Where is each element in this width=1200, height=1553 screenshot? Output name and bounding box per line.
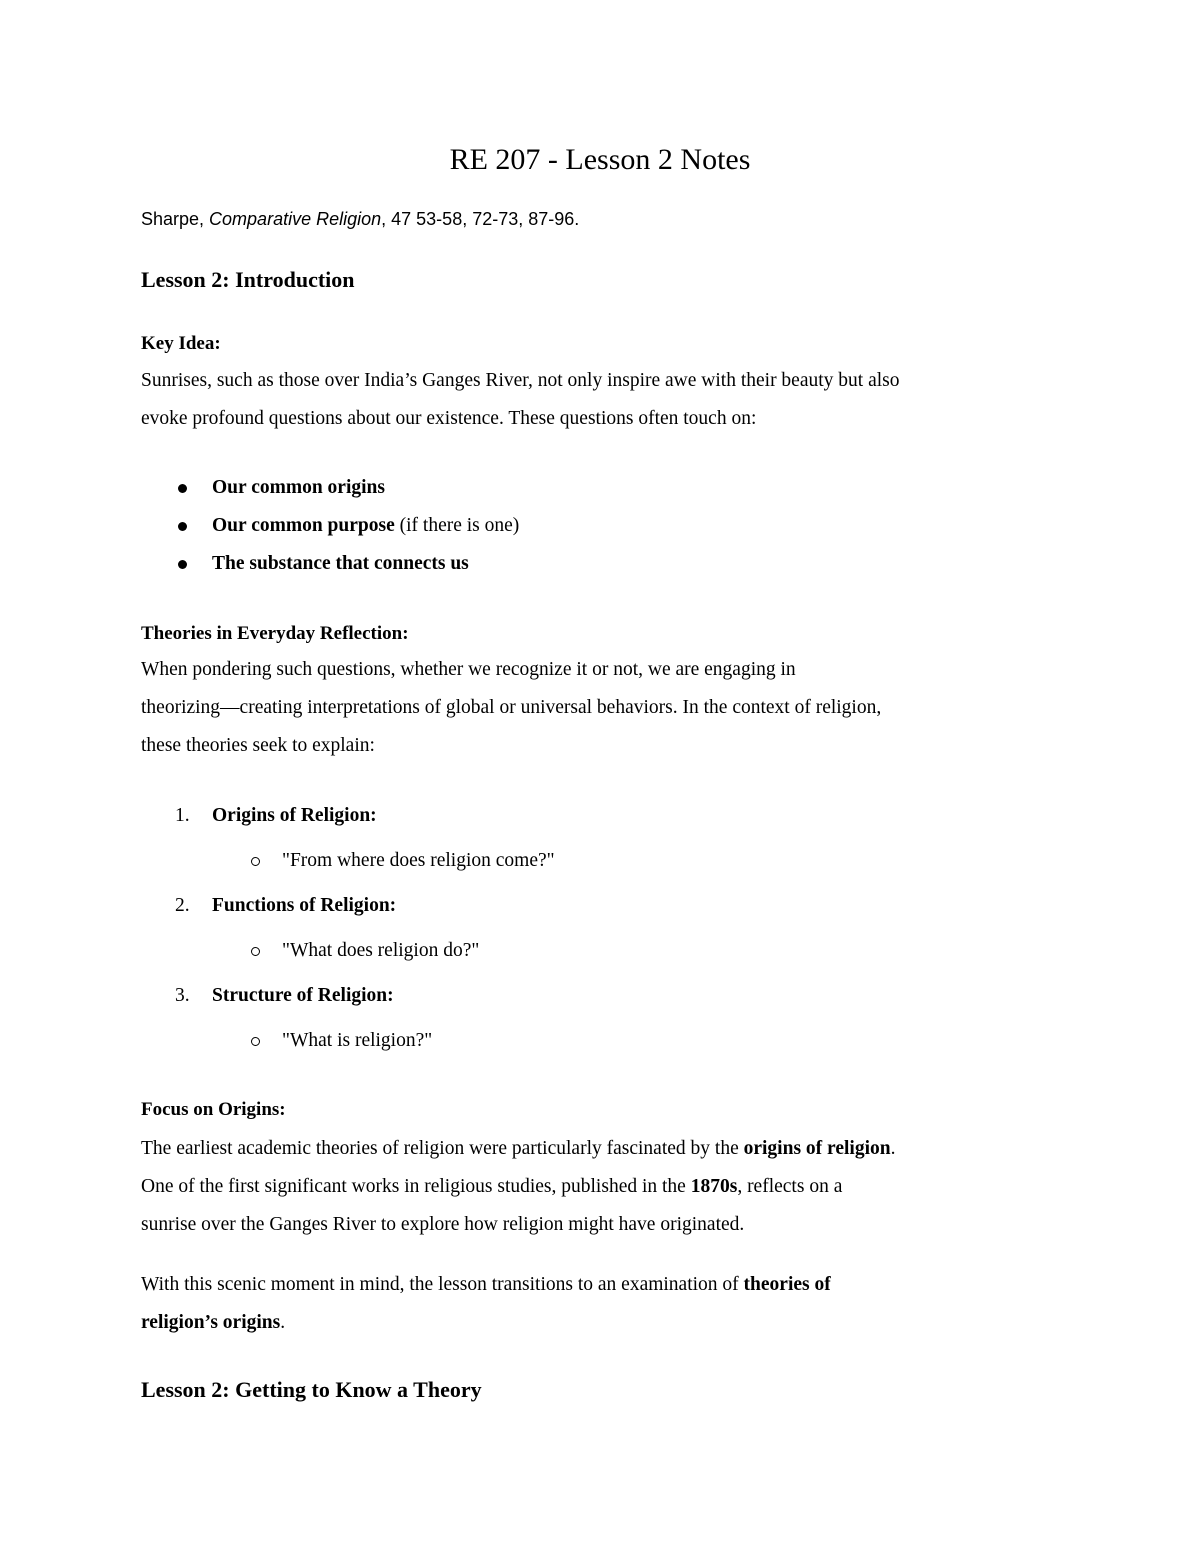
bullet-bold-text: The substance that connects us	[212, 553, 469, 574]
item-number: 2.	[175, 895, 190, 916]
document-title: RE 207 - Lesson 2 Notes	[449, 143, 751, 176]
sub-item-question: "From where does religion come?"	[282, 850, 555, 871]
citation-pages: , 47 53-58, 72-73, 87-96.	[381, 209, 580, 229]
bullet-item	[141, 545, 1041, 583]
item-label: Origins of Religion:	[212, 805, 377, 826]
sub-item-question: "What is religion?"	[282, 1030, 433, 1051]
origins-text: .	[890, 1138, 896, 1159]
transition-text: With this scenic moment in mind, the lesson transitions to an examination of	[141, 1274, 744, 1295]
key-idea-heading: Key Idea:	[141, 333, 221, 354]
hollow-bullet-icon	[251, 947, 260, 956]
origins-bold-text: origins of religion	[743, 1138, 891, 1159]
theories-line-3: these theories seek to explain:	[141, 735, 375, 756]
transition-bold-text: theories of	[743, 1274, 831, 1295]
item-label: Structure of Religion:	[212, 985, 394, 1006]
origins-text: The earliest academic theories of religion were particularly fascinated by the	[141, 1138, 744, 1159]
origins-bold-text: 1870s	[690, 1176, 738, 1197]
theories-line-1: When pondering such questions, whether we recognize it or not, we are engaging in	[141, 659, 796, 680]
bullet-dot-icon	[178, 560, 187, 569]
hollow-bullet-icon	[251, 857, 260, 866]
origins-text: sunrise over the Ganges River to explore how religion might have originated.	[141, 1214, 745, 1235]
key-idea-bullet-list	[141, 469, 1041, 583]
key-idea-line-1: Sunrises, such as those over India’s Ganges River, not only inspire awe with their beauty but also	[141, 370, 900, 391]
intro-heading: Lesson 2: Introduction	[141, 267, 355, 292]
origins-heading: Focus on Origins:	[141, 1099, 286, 1120]
bullet-dot-icon	[178, 484, 187, 493]
bullet-bold-text: Our common origins	[212, 477, 385, 498]
theories-line-2: theorizing—creating interpretations of global or universal behaviors. In the context of religion,	[141, 697, 882, 718]
theories-heading: Theories in Everyday Reflection:	[141, 623, 409, 644]
item-number: 1.	[175, 805, 190, 826]
item-number: 3.	[175, 985, 190, 1006]
key-idea-paragraph	[141, 362, 1081, 438]
origins-paragraph	[141, 1130, 1081, 1244]
origins-text: One of the first significant works in religious studies, published in the	[141, 1176, 691, 1197]
transition-bold-text: religion’s origins	[141, 1312, 281, 1333]
bullet-bold-text: Our common purpose	[212, 515, 395, 536]
transition-text: .	[280, 1312, 286, 1333]
citation-author: Sharpe,	[141, 209, 210, 229]
bullet-dot-icon	[178, 522, 187, 531]
theories-paragraph	[141, 651, 1081, 765]
bullet-item	[141, 469, 1041, 507]
citation-line	[141, 205, 1081, 233]
theory-heading: Lesson 2: Getting to Know a Theory	[141, 1377, 482, 1402]
transition-paragraph	[141, 1266, 1081, 1342]
bullet-rest-text: (if there is one)	[394, 515, 520, 536]
citation-book: Comparative Religion	[209, 209, 382, 229]
sub-item-question: "What does religion do?"	[282, 940, 480, 961]
item-label: Functions of Religion:	[212, 895, 397, 916]
key-idea-line-2: evoke profound questions about our existence. These questions often touch on:	[141, 408, 757, 429]
hollow-bullet-icon	[251, 1037, 260, 1046]
bullet-item	[141, 507, 1041, 545]
origins-text: , reflects on a	[737, 1176, 843, 1197]
